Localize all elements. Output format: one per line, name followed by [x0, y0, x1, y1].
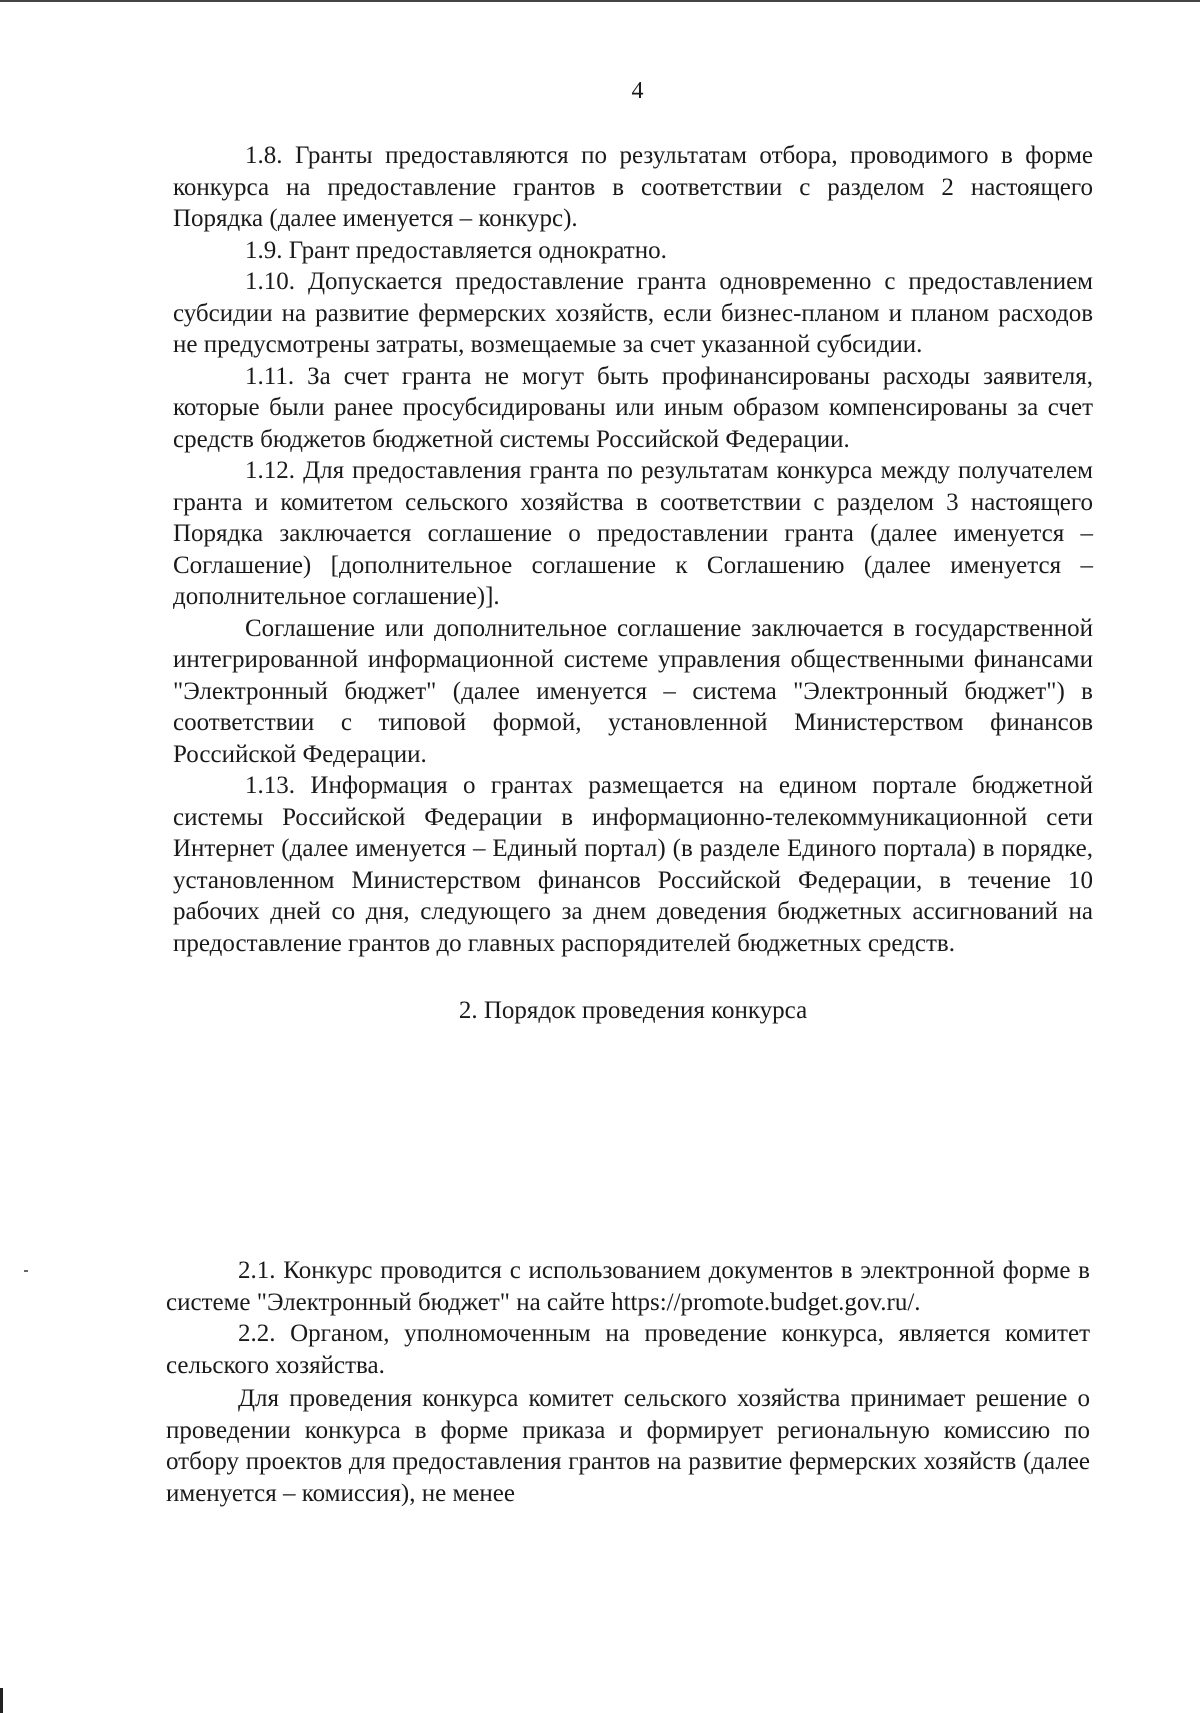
paragraph-agreement: Соглашение или дополнительное соглашение заключается в государственной интегрированной информационной системе управления общественными финансами "Электронный бюджет" (далее именуется – система "Электронный бюджет") в соответствии с типовой формой, установленной Министерством финансов Российской Федерации.	[173, 614, 1093, 768]
paragraph-1-8: 1.8. Гранты предоставляются по результатам отбора, проводимого в форме конкурса на предоставление грантов в соответствии с разделом 2 настоящего Порядка (далее именуется – конкурс).	[173, 142, 1093, 232]
paragraph-1-12: 1.12. Для предоставления гранта по результатам конкурса между получателем гранта и комитетом сельского хозяйства в соответствии с разделом 3 настоящего Порядка заключается соглашение о предоставлении гранта (далее именуется – Соглашение) [дополнительное соглашение к Соглашению (далее именуется – дополнительное соглашение)].	[173, 457, 1093, 610]
scan-edge-top	[0, 0, 1200, 2]
section-2-body	[166, 1255, 1090, 1509]
section-2-heading: 2. Порядок проведения конкурса	[458, 997, 808, 1024]
paragraph-2-2: 2.2. Органом, уполномоченным на проведение конкурса, является комитет сельского хозяйства.	[166, 1320, 1090, 1379]
paragraph-1-13: 1.13. Информация о грантах размещается на едином портале бюджетной системы Российской Федерации в информационно-телекоммуникационной сети Интернет (далее именуется – Единый портал) (в разделе Единого портала) в порядке, установленном Министерством финансов Российской Федерации, в течение 10 рабочих дней со дня, следующего за днем доведения бюджетных ассигнований на предоставление грантов до главных распорядителей бюджетных средств.	[173, 772, 1093, 957]
scan-speck	[24, 1270, 28, 1272]
paragraph-1-11: 1.11. За счет гранта не могут быть профинансированы расходы заявителя, которые были ранее просубсидированы или иным образом компенсированы за счет средств бюджетов бюджетной системы Российской Федерации.	[173, 362, 1093, 453]
scan-edge-left	[0, 1688, 3, 1713]
paragraph-2-1: 2.1. Конкурс проводится с использованием документов в электронной форме в системе "Электронный бюджет" на сайте https://promote.budget.gov.ru/.	[166, 1257, 1090, 1316]
paragraph-1-9: 1.9. Грант предоставляется однократно.	[245, 236, 667, 264]
page-number: 4	[631, 78, 644, 104]
section-1-body	[173, 140, 1093, 1027]
paragraph-1-10: 1.10. Допускается предоставление гранта одновременно с предоставлением субсидии на развитие фермерских хозяйств, если бизнес-планом и планом расходов не предусмотрены затраты, возмещаемые за счет указанной субсидии.	[173, 268, 1093, 358]
paragraph-commission: Для проведения конкурса комитет сельского хозяйства принимает решение о проведении конкурса в форме приказа и формирует региональную комиссию по отбору проектов для предоставления грантов на развитие фермерских хозяйств (далее именуется – комиссия), не менее	[166, 1385, 1090, 1507]
